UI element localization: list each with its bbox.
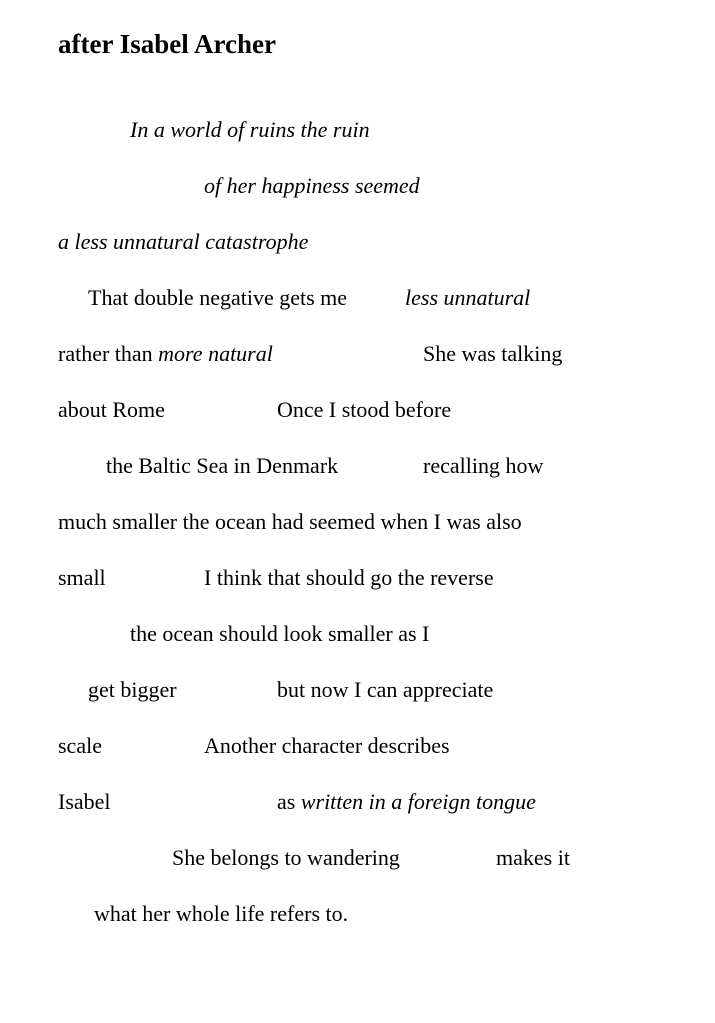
poem-line-11-segment-1: get bigger xyxy=(88,677,177,702)
poem-line-4-segment-1: That double negative gets me xyxy=(88,285,348,310)
poem-line-3-segment-1: a less unnatural catastrophe xyxy=(58,229,309,254)
poem-line-10-segment-1: the ocean should look smaller as I xyxy=(130,621,430,646)
poem-line-5-italic-phrase: more natural xyxy=(158,341,273,366)
poem-title: after Isabel Archer xyxy=(58,29,276,59)
poem-line-15-segment-1: what her whole life refers to. xyxy=(94,901,349,926)
poem-line-6-segment-2: Once I stood before xyxy=(277,397,452,422)
poem-line-12-segment-1: scale xyxy=(58,733,102,758)
poem-line-7-segment-1: the Baltic Sea in Denmark xyxy=(106,453,339,478)
poem-line-13-segment-2 xyxy=(277,788,536,816)
poem-line-5-text: rather than xyxy=(58,341,159,366)
poem-line-14-segment-1: She belongs to wandering xyxy=(172,845,400,870)
poem-line-1-segment-1: In a world of ruins the ruin xyxy=(130,117,370,142)
poem-line-12-segment-2: Another character describes xyxy=(204,733,450,758)
poem-line-4-segment-2: less unnatural xyxy=(405,285,531,310)
poem-line-7-segment-2: recalling how xyxy=(423,453,544,478)
poem-line-5-segment-2: She was talking xyxy=(423,341,563,366)
poem-line-9-segment-2: I think that should go the reverse xyxy=(204,565,494,590)
poem-line-8-segment-1: much smaller the ocean had seemed when I was also xyxy=(58,509,522,534)
poem-line-9-segment-1: small xyxy=(58,565,106,590)
poem-line-13-segment-1: Isabel xyxy=(58,789,111,814)
poem-line-11-segment-2: but now I can appreciate xyxy=(277,677,494,702)
poem-line-13-text: as xyxy=(277,789,301,814)
poem-line-13-italic-phrase: written in a foreign tongue xyxy=(300,789,536,814)
poem-line-6-segment-1: about Rome xyxy=(58,397,165,422)
poem-line-5-segment-1 xyxy=(58,340,273,368)
poem-line-2-segment-1: of her happiness seemed xyxy=(204,173,420,198)
poem-line-14-segment-2: makes it xyxy=(496,845,570,870)
